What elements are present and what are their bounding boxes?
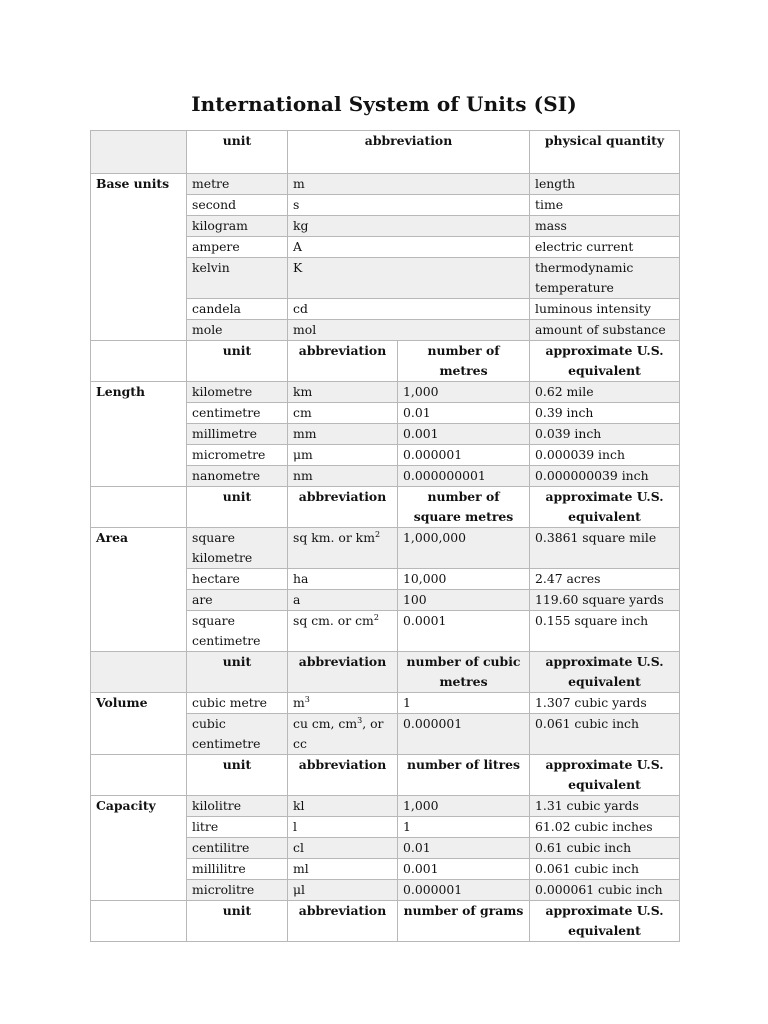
equiv-cell: 0.62 mile	[530, 382, 680, 403]
table-row	[91, 693, 680, 714]
unit-cell: metre	[187, 174, 288, 195]
abbr-cell: ha	[288, 569, 398, 590]
number-cell: 0.000000001	[398, 466, 530, 487]
unit-cell: microlitre	[187, 880, 288, 901]
equiv-cell: 0.155 square inch	[530, 611, 680, 652]
header-number: number of grams	[398, 901, 530, 942]
header-blank-cell	[91, 901, 187, 942]
number-cell: 0.001	[398, 859, 530, 880]
section-label-volume: Volume	[91, 693, 187, 755]
equiv-cell: 0.000000039 inch	[530, 466, 680, 487]
unit-cell: kilogram	[187, 216, 288, 237]
section-label-base-units: Base units	[91, 174, 187, 341]
equiv-cell: 0.39 inch	[530, 403, 680, 424]
quantity-cell: thermodynamic temperature	[530, 258, 680, 299]
abbr-text: sq km. or km	[293, 530, 375, 545]
volume-header-row	[91, 652, 680, 693]
abbr-cell: mm	[288, 424, 398, 445]
number-cell: 0.0001	[398, 611, 530, 652]
number-cell: 0.000001	[398, 445, 530, 466]
abbr-cell	[288, 528, 398, 569]
equiv-cell: 1.307 cubic yards	[530, 693, 680, 714]
number-cell: 0.01	[398, 838, 530, 859]
abbr-cell: s	[288, 195, 530, 216]
abbr-cell: μl	[288, 880, 398, 901]
quantity-cell: length	[530, 174, 680, 195]
table-row	[91, 796, 680, 817]
header-unit: unit	[187, 755, 288, 796]
header-abbreviation: abbreviation	[288, 901, 398, 942]
section-label-length: Length	[91, 382, 187, 487]
header-equivalent: approximate U.S. equivalent	[530, 341, 680, 382]
table-row	[91, 174, 680, 195]
unit-cell: kelvin	[187, 258, 288, 299]
equiv-cell: 0.061 cubic inch	[530, 859, 680, 880]
abbr-cell	[288, 611, 398, 652]
superscript: 2	[374, 530, 381, 539]
header-physical-quantity: physical quantity	[530, 131, 680, 174]
mass-header-row	[91, 901, 680, 942]
number-cell: 1	[398, 693, 530, 714]
equiv-cell: 1.31 cubic yards	[530, 796, 680, 817]
equiv-cell: 0.039 inch	[530, 424, 680, 445]
header-unit: unit	[187, 341, 288, 382]
unit-cell: square kilometre	[187, 528, 288, 569]
header-abbreviation: abbreviation	[288, 652, 398, 693]
equiv-cell: 0.3861 square mile	[530, 528, 680, 569]
header-blank-cell	[91, 487, 187, 528]
header-blank-cell	[91, 652, 187, 693]
number-cell: 1,000,000	[398, 528, 530, 569]
header-abbreviation: abbreviation	[288, 131, 530, 174]
unit-cell: kilolitre	[187, 796, 288, 817]
header-number: number of cubic metres	[398, 652, 530, 693]
superscript: 3	[357, 716, 363, 725]
number-cell: 0.000001	[398, 880, 530, 901]
number-cell: 1,000	[398, 382, 530, 403]
quantity-cell: time	[530, 195, 680, 216]
area-header-row	[91, 487, 680, 528]
number-cell: 1,000	[398, 796, 530, 817]
abbr-cell: nm	[288, 466, 398, 487]
capacity-header-row	[91, 755, 680, 796]
section-label-area: Area	[91, 528, 187, 652]
header-equivalent: approximate U.S. equivalent	[530, 487, 680, 528]
header-unit: unit	[187, 487, 288, 528]
header-blank-cell	[91, 131, 187, 174]
table-row	[91, 382, 680, 403]
equiv-cell: 119.60 square yards	[530, 590, 680, 611]
abbr-cell: mol	[288, 320, 530, 341]
number-cell: 1	[398, 817, 530, 838]
si-units-table	[90, 130, 680, 942]
header-blank-cell	[91, 755, 187, 796]
unit-cell: cubic metre	[187, 693, 288, 714]
unit-cell: kilometre	[187, 382, 288, 403]
header-equivalent: approximate U.S. equivalent	[530, 901, 680, 942]
equiv-cell: 0.000061 cubic inch	[530, 880, 680, 901]
table-row	[91, 528, 680, 569]
number-cell: 100	[398, 590, 530, 611]
section-label-capacity: Capacity	[91, 796, 187, 901]
unit-cell: are	[187, 590, 288, 611]
unit-cell: square centimetre	[187, 611, 288, 652]
unit-cell: centilitre	[187, 838, 288, 859]
abbr-text: m	[293, 695, 305, 710]
table-header-row	[91, 131, 680, 174]
unit-cell: centimetre	[187, 403, 288, 424]
abbr-text-suffix: , or cc	[293, 716, 384, 751]
abbr-text: sq cm. or cm	[293, 613, 374, 628]
number-cell: 0.001	[398, 424, 530, 445]
abbr-cell: ml	[288, 859, 398, 880]
header-abbreviation: abbreviation	[288, 487, 398, 528]
abbr-cell: kl	[288, 796, 398, 817]
abbr-cell: μm	[288, 445, 398, 466]
equiv-cell: 2.47 acres	[530, 569, 680, 590]
header-unit: unit	[187, 131, 288, 174]
abbr-cell: m	[288, 174, 530, 195]
number-cell: 0.000001	[398, 714, 530, 755]
page-title: International System of Units (SI)	[191, 92, 577, 116]
length-header-row	[91, 341, 680, 382]
quantity-cell: amount of substance	[530, 320, 680, 341]
unit-cell: litre	[187, 817, 288, 838]
unit-cell: nanometre	[187, 466, 288, 487]
unit-cell: millilitre	[187, 859, 288, 880]
header-number: number of metres	[398, 341, 530, 382]
unit-cell: cubic centimetre	[187, 714, 288, 755]
superscript: 2	[373, 613, 379, 622]
abbr-cell: cl	[288, 838, 398, 859]
abbr-cell: K	[288, 258, 530, 299]
equiv-cell: 0.61 cubic inch	[530, 838, 680, 859]
header-unit: unit	[187, 901, 288, 942]
abbr-cell: km	[288, 382, 398, 403]
header-number: number of square metres	[398, 487, 530, 528]
unit-cell: candela	[187, 299, 288, 320]
abbr-cell: A	[288, 237, 530, 258]
abbr-cell	[288, 693, 398, 714]
header-unit: unit	[187, 652, 288, 693]
unit-cell: hectare	[187, 569, 288, 590]
unit-cell: ampere	[187, 237, 288, 258]
abbr-text: cu cm, cm	[293, 716, 358, 731]
number-cell: 0.01	[398, 403, 530, 424]
header-equivalent: approximate U.S. equivalent	[530, 755, 680, 796]
abbr-cell: cd	[288, 299, 530, 320]
unit-cell: mole	[187, 320, 288, 341]
quantity-cell: mass	[530, 216, 680, 237]
header-equivalent: approximate U.S. equivalent	[530, 652, 680, 693]
header-number: number of litres	[398, 755, 530, 796]
equiv-cell: 0.000039 inch	[530, 445, 680, 466]
unit-cell: millimetre	[187, 424, 288, 445]
equiv-cell: 61.02 cubic inches	[530, 817, 680, 838]
abbr-cell: a	[288, 590, 398, 611]
unit-cell: micrometre	[187, 445, 288, 466]
header-abbreviation: abbreviation	[288, 755, 398, 796]
header-abbreviation: abbreviation	[288, 341, 398, 382]
unit-cell: second	[187, 195, 288, 216]
abbr-cell: kg	[288, 216, 530, 237]
superscript: 3	[304, 695, 310, 704]
quantity-cell: luminous intensity	[530, 299, 680, 320]
equiv-cell: 0.061 cubic inch	[530, 714, 680, 755]
abbr-cell	[288, 714, 398, 755]
quantity-cell: electric current	[530, 237, 680, 258]
number-cell: 10,000	[398, 569, 530, 590]
header-blank-cell	[91, 341, 187, 382]
abbr-cell: cm	[288, 403, 398, 424]
abbr-cell: l	[288, 817, 398, 838]
